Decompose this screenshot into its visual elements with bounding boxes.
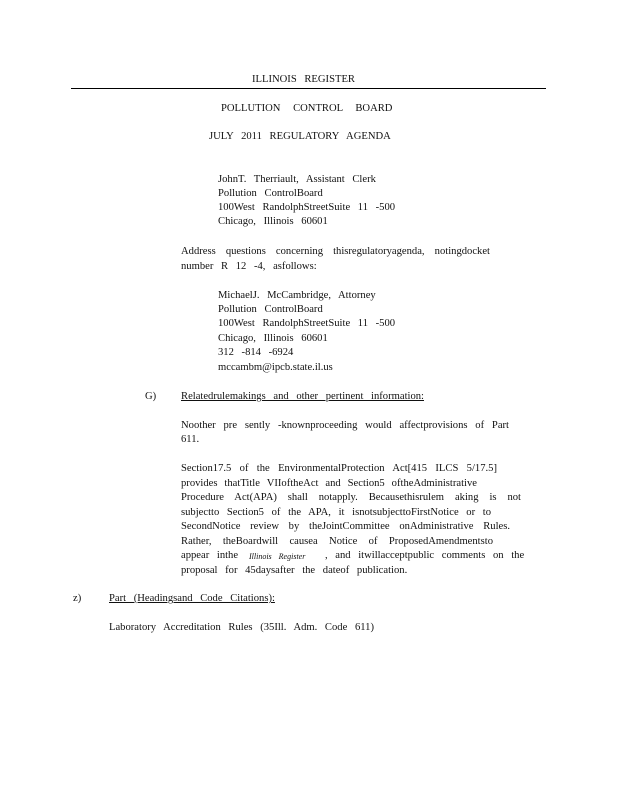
register-title: ILLINOIS REGISTER (252, 74, 355, 85)
section-g-para2-line: provides thatTitle VIIoftheAct and Section5 oftheAdministrative (181, 478, 477, 489)
contact1-line: JohnT. Therriault, Assistant Clerk (218, 174, 376, 185)
address-note-line2: number R 12 -4, asfollows: (181, 261, 317, 272)
contact1-line: Chicago, Illinois 60601 (218, 216, 328, 227)
contact2-line: 100West RandolphStreetSuite 11 -500 (218, 318, 396, 329)
section-g-para1-line: Noother pre sently -knownproceeding would affectprovisions of Part (181, 420, 509, 431)
section-g-para2-line: Rather, theBoardwill causea Notice of ProposedAmendmentsto (181, 536, 493, 547)
contact2-line: Pollution ControlBoard (218, 304, 323, 315)
section-g-para1-line: 611. (181, 434, 200, 445)
address-note-line1: Address questions concerning thisregulatoryagenda, notingdocket (181, 246, 490, 257)
contact2-line: 312 -814 -6924 (218, 347, 294, 358)
section-z-heading: Part (Headingsand Code Citations): (109, 593, 275, 604)
contact2-email: mccambm@ipcb.state.il.us (218, 362, 333, 373)
contact1-line: Pollution ControlBoard (218, 188, 323, 199)
agenda-title: JULY 2011 REGULATORY AGENDA (209, 131, 391, 142)
illinois-register-italic: Illinois Register (249, 552, 306, 561)
section-z-body: Laboratory Accreditation Rules (35Ill. Adm. Code 611) (109, 622, 374, 633)
section-g-para2-line: Procedure Act(APA) shall notapply. Becausethisrulem aking is not (181, 492, 521, 503)
contact2-line: Chicago, Illinois 60601 (218, 333, 328, 344)
contact2-line: MichaelJ. McCambridge, Attorney (218, 290, 376, 301)
contact1-line: 100West RandolphStreetSuite 11 -500 (218, 202, 396, 213)
section-g-para2-line: Section17.5 of the EnvironmentalProtection Act[415 ILCS 5/17.5] (181, 463, 497, 474)
section-z-marker: z) (73, 593, 82, 604)
section-g-para2-line: SecondNotice review by theJointCommittee onAdministrative Rules. (181, 521, 510, 532)
section-g-marker: G) (145, 391, 157, 402)
section-g-para2-line7-end: , and itwillacceptpublic comments on the (325, 550, 525, 561)
agency-name: POLLUTION CONTROL BOARD (221, 103, 393, 114)
section-g-heading: Relatedrulemakings and other pertinent information: (181, 391, 424, 402)
header-rule (71, 88, 546, 89)
section-g-para2-line8: proposal for 45daysafter the dateof publication. (181, 565, 408, 576)
section-g-para2-line7-start: appear inthe (181, 550, 239, 561)
section-g-para2-line: subjectto Section5 of the APA, it isnotsubjecttoFirstNotice or to (181, 507, 491, 518)
